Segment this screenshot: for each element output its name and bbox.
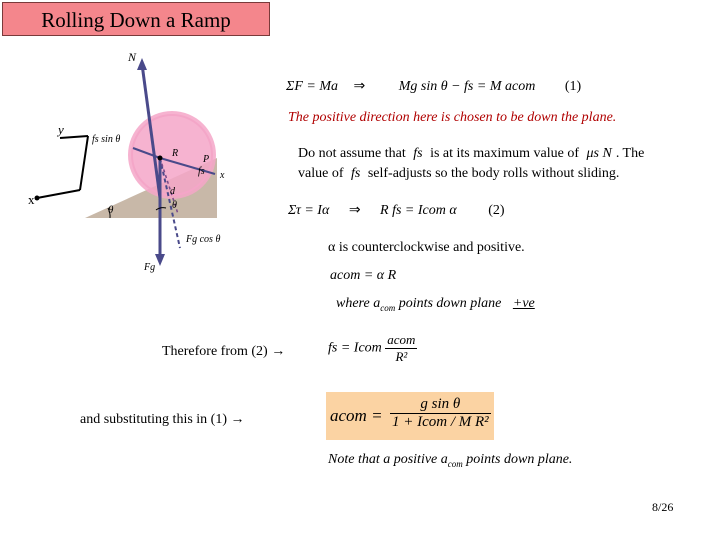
where-note: where $a_{com}$ points down plane +ve bbox=[336, 296, 535, 313]
label-x-axis: x bbox=[28, 192, 35, 207]
equation-1 bbox=[286, 78, 581, 95]
mu-n-symbol: μs N bbox=[586, 146, 612, 161]
page-number: 8/26 bbox=[652, 500, 674, 514]
label-y: y bbox=[58, 122, 64, 137]
label-d: d bbox=[170, 186, 175, 197]
label-R: R bbox=[172, 148, 179, 159]
eq4-lhs: acom = bbox=[330, 406, 383, 425]
page-title: Rolling Down a Ramp bbox=[2, 2, 270, 36]
eq2-rhs: R fs = Icom α bbox=[380, 203, 457, 218]
positive-sign: +ve bbox=[512, 296, 535, 311]
eq4-numerator: g sin θ bbox=[390, 396, 491, 414]
eq2-lhs: Στ = Iα bbox=[288, 203, 330, 218]
static-friction-note-line2: value of fs self-adjusts so the body rolls without sliding. bbox=[298, 166, 620, 181]
eq1-arrow: ⇒ bbox=[353, 79, 366, 94]
eq2-arrow: ⇒ bbox=[348, 203, 361, 218]
y-axis-line bbox=[60, 136, 88, 138]
static-friction-note-line1: Do not assume that fs is at its maximum value of μs N . The bbox=[298, 146, 645, 161]
label-fg-cos: Fg cos θ bbox=[186, 234, 221, 245]
alpha-note: α is counterclockwise and positive. bbox=[328, 240, 525, 255]
equation-4-box bbox=[326, 392, 494, 440]
therefore-text: Therefore from (2) → bbox=[162, 342, 286, 359]
eq4-denominator: 1 + Icom / M R² bbox=[392, 414, 489, 430]
eq2-number: (2) bbox=[488, 203, 505, 218]
fs-symbol-2: fs bbox=[350, 166, 361, 181]
ramp-diagram bbox=[0, 40, 300, 290]
label-fs-sin: fs sin θ bbox=[92, 134, 121, 145]
label-fg: Fg bbox=[144, 262, 156, 273]
fs-symbol: fs bbox=[413, 146, 423, 161]
final-note: Note that a positive $a_{com}$ points down plane. bbox=[328, 452, 573, 469]
equation-2 bbox=[288, 202, 505, 219]
eq1-number: (1) bbox=[564, 79, 582, 94]
label-fs: fs bbox=[198, 166, 205, 177]
label-theta-2: θ bbox=[172, 200, 177, 211]
positive-direction-note: The positive direction here is chosen to be down the plane. bbox=[288, 110, 617, 125]
label-N: N bbox=[128, 50, 137, 64]
label-theta: θ bbox=[108, 204, 114, 216]
equation-3 bbox=[328, 332, 417, 365]
acom-relation: acom = α R bbox=[330, 268, 397, 283]
eq3-denominator: R² bbox=[395, 349, 408, 364]
x-axis-line bbox=[37, 190, 80, 198]
label-x: x bbox=[220, 170, 225, 181]
eq1-lhs: ΣF = Ma bbox=[286, 79, 338, 94]
label-P: P bbox=[203, 154, 210, 165]
eq1-rhs: Mg sin θ − fs = M acom bbox=[398, 79, 536, 94]
eq3-lhs: fs = Icom bbox=[328, 340, 382, 356]
eq3-numerator: acom bbox=[387, 332, 416, 347]
substituting-text: and substituting this in (1) → bbox=[80, 410, 245, 427]
